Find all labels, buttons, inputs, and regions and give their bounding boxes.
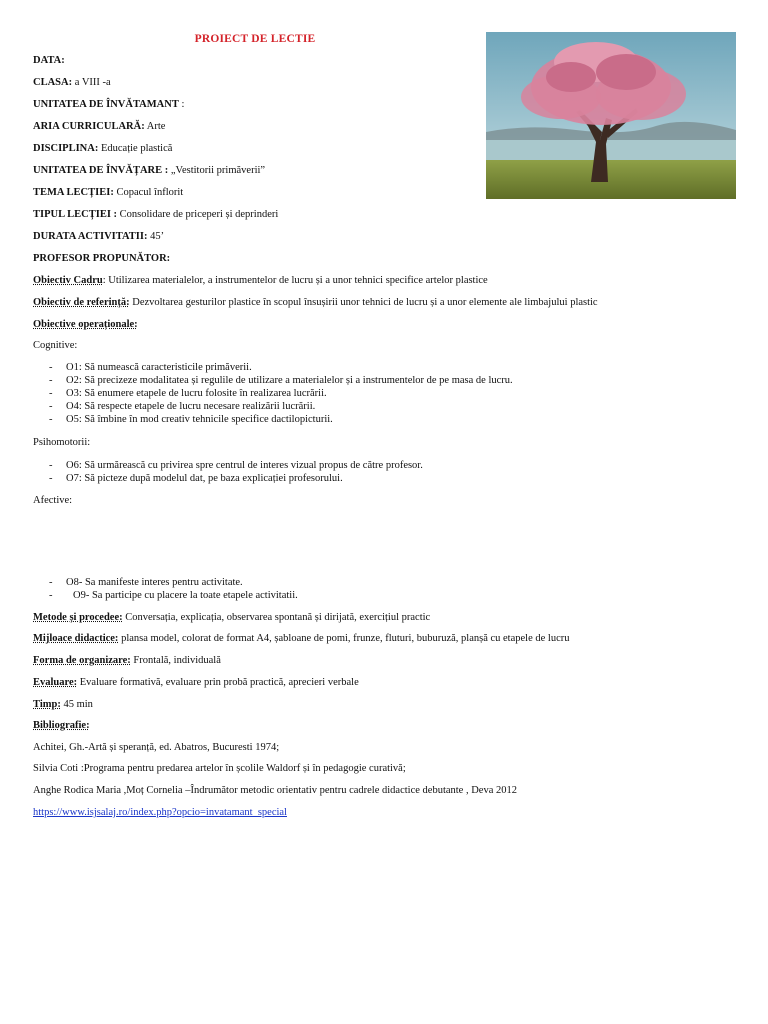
bibliografie-heading: Bibliografie: [33,720,90,731]
page-title: PROIECT DE LECTIE [194,33,316,45]
cognitive-heading: Cognitive: [33,340,78,351]
bibliografie-link-row [33,807,287,818]
obiectiv-cadru: Obiectiv Cadru: Utilizarea materialelor, a instrumentelor de lucru și a unor tehnici specifice artelor plastice [33,275,488,286]
psihomotorii-heading: Psihomotorii: [33,437,91,448]
forma-organizare: Forma de organizare: Frontală, individuală [33,655,221,666]
tree-image-icon [486,32,736,199]
field-clasa: CLASA: a VIII -a [33,77,111,88]
bibliografie-item: Anghe Rodica Maria ,Moț Cornelia –Îndrumător metodic orientativ pentru cadrele didactice debutante , Deva 2012 [33,785,517,796]
bibliography-link[interactable]: https://www.isjsalaj.ro/index.php?opcio=invatamant_special [33,807,287,818]
mijloace: Mijloace didactice: plansa model, colorat de format A4, șabloane de pomi, frunze, fluturi, buburuză, planșă cu etapele de lucru [33,633,570,644]
field-data: DATA: [33,55,65,66]
field-disciplina: DISCIPLINA: Educație plastică [33,143,173,154]
evaluare: Evaluare: Evaluare formativă, evaluare prin probă practică, aprecieri verbale [33,677,359,688]
bibliografie-item: Silvia Coti :Programa pentru predarea artelor în școlile Waldorf și în pedagogie curativă; [33,763,406,774]
field-unitatea-invatare: UNITATEA DE ÎNVĂȚARE : „Vestitorii primăverii” [33,165,266,176]
timp: Timp: 45 min [33,699,93,710]
obiective-operationale-heading: Obiective operaționale: [33,319,138,330]
field-tipul: TIPUL LECȚIEI : Consolidare de priceperi și deprinderi [33,209,279,220]
field-durata: DURATA ACTIVITATII: 45’ [33,231,165,242]
bibliografie-item: Achitei, Gh.-Artă și speranță, ed. Abatros, Bucuresti 1974; [33,742,280,753]
field-unitatea-invatamant: UNITATEA DE ÎNVĂTAMANT : [33,99,185,110]
metode: Metode și procedee: Conversația, explicația, observarea spontană și dirijată, exercițiul practic [33,612,431,623]
blossoming-tree-photo [486,32,736,199]
field-aria: ARIA CURRICULARĂ: Arte [33,121,166,132]
field-tema: TEMA LECȚIEI: Copacul înflorit [33,187,184,198]
afective-heading: Afective: [33,495,73,506]
field-profesor: PROFESOR PROPUNĂTOR: [33,253,171,264]
obiectiv-referinta: Obiectiv de referință: Dezvoltarea gesturilor plastice în scopul însușirii unor tehnici de lucru și a unor elemente ale limbajului plastic [33,297,598,308]
